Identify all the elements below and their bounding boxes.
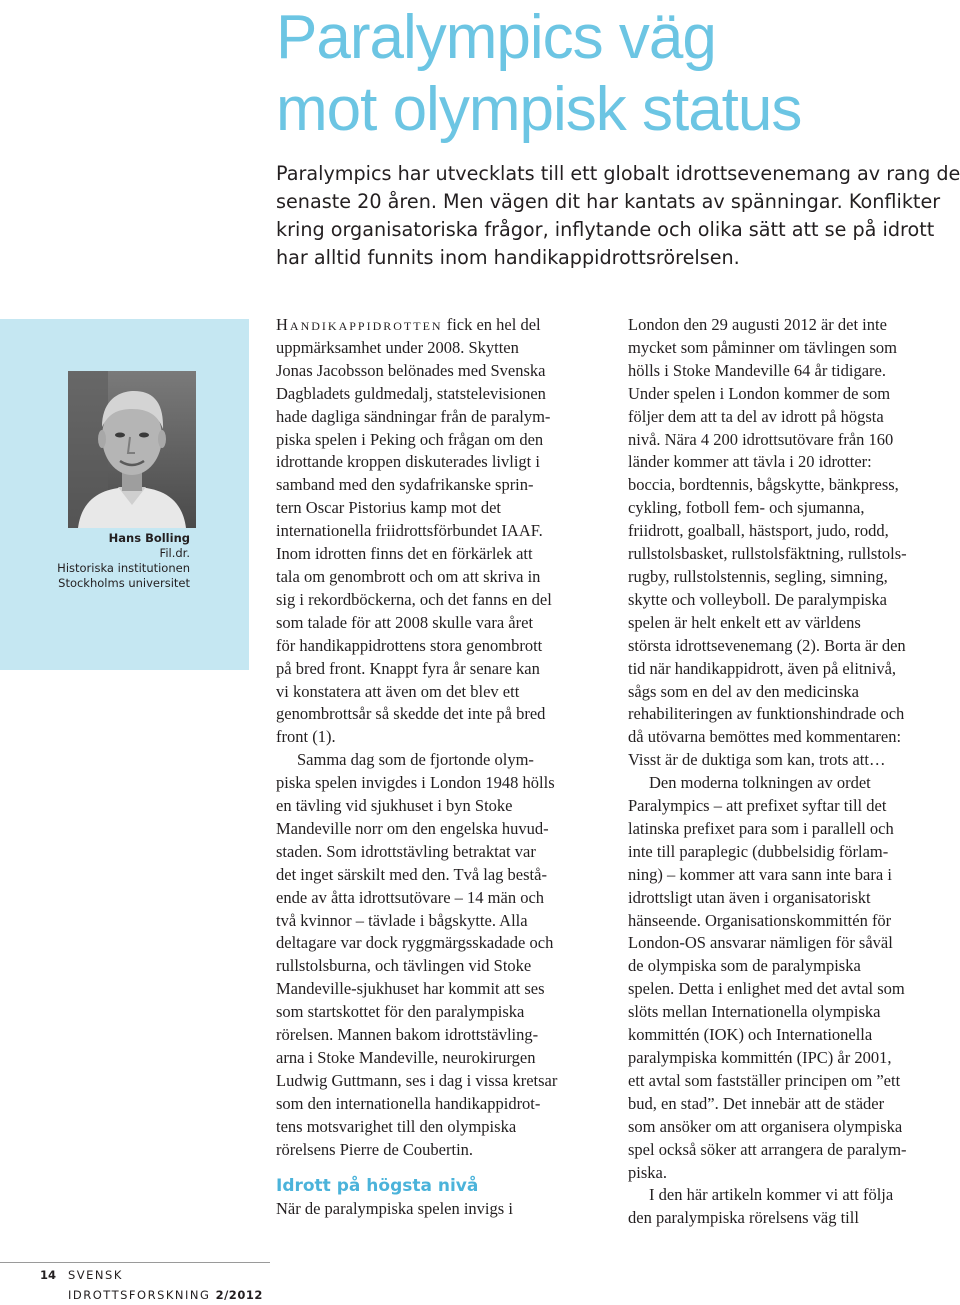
ingress — [276, 160, 960, 272]
text-line: latinska prefixet para som i parallell och — [628, 818, 894, 838]
text-line: Paralympics – att prefixet syftar till det — [628, 796, 887, 816]
lead-word: Handikappidrotten — [276, 315, 443, 334]
text-line: det inget särskilt med den. Två lag bestå- — [276, 864, 547, 884]
text-line: rullstolsburna, och tävlingen vid Stoke — [276, 956, 532, 976]
ingress-line: kring organisatoriska frågor, inflytande och olika sätt att se på idrott — [276, 218, 935, 241]
text-line: som den internationella handikappidrot- — [276, 1093, 541, 1113]
text-line: rugby, rullstolstennis, segling, simning, — [628, 566, 888, 586]
text-line: hänseende. Organisationskommittén för — [628, 910, 892, 930]
text-line: idrottande kroppen diskuterades livligt i — [276, 452, 540, 472]
author-name: Hans Bolling — [108, 531, 190, 545]
title-line-1: Paralympics väg — [276, 3, 716, 72]
text-line: spelen. Detta i enlighet med det avtal som — [628, 979, 905, 999]
text-line: friidrott, goalball, hästsport, judo, rodd, — [628, 521, 889, 541]
text-line: för handikappidrottens stora genombrott — [276, 635, 543, 655]
text-line: tid när handikappidrott, även på elitnivå, — [628, 658, 897, 678]
text-line: piska spelen invigdes i London 1948 hölls — [276, 773, 555, 793]
text-line: ning) – kommer att vara sann inte bara i — [628, 864, 892, 884]
text-line: Jonas Jacobsson belönades med Svenska — [276, 360, 546, 380]
text-line: nivå. Nära 4 200 idrottsutövare från 160 — [628, 429, 894, 449]
text-line: front (1). — [276, 727, 336, 747]
author-credit — [0, 531, 190, 591]
text-line: hölls i Stoke Mandeville 64 år tidigare. — [628, 360, 886, 380]
page-footer — [0, 1262, 270, 1302]
text-line: deltagare var dock ryggmärgsskadade och — [276, 933, 554, 953]
article-title — [276, 2, 956, 146]
author-box — [0, 319, 249, 670]
text-line: då utövarna bemöttes med kommentaren: — [628, 727, 902, 747]
text-line: slöts mellan Internationella olympiska — [628, 1002, 881, 1022]
text-line: tens motsvarighet till den olympiska — [276, 1116, 517, 1136]
text-line: följer dem att ta del av idrott på högsta — [628, 406, 884, 426]
author-department: Historiska institutionen — [57, 561, 190, 575]
author-university: Stockholms universitet — [58, 576, 190, 590]
text-line: Mandeville-sjukhuset har kommit att ses — [276, 979, 545, 999]
text-line: Samma dag som de fjortonde olym- — [297, 750, 534, 770]
paragraph-2 — [628, 772, 960, 1184]
author-degree: Fil.dr. — [159, 546, 190, 560]
text-line: idrottsligt utan även i organisatoriskt — [628, 887, 871, 907]
text-line: samband med den sydafrikanske sprin- — [276, 475, 534, 495]
text-line: som startskottet för den paralympiska — [276, 1002, 525, 1022]
lead-line — [276, 314, 606, 337]
text-line: rörelsens Pierre de Coubertin. — [276, 1139, 474, 1159]
page-number: 14 — [40, 1268, 57, 1282]
text-line: cykling, fotboll fem- och sjumanna, — [628, 498, 865, 518]
text-line: piska spelen i Peking och frågan om den — [276, 429, 544, 449]
text-line: ett avtal som fastställer principen om ”ett — [628, 1070, 901, 1090]
author-photo — [68, 371, 196, 528]
text-line: mycket som påminner om tävlingen som — [628, 337, 897, 357]
text-line: Under spelen i London kommer de som — [628, 383, 891, 403]
text-line: ende av åtta idrottsutövare – 14 män och — [276, 887, 545, 907]
text-line: bud, en stad”. Det innebär att de städer — [628, 1093, 885, 1113]
text-line: de olympiska som de paralympiska — [628, 956, 861, 976]
text-line: tala om genombrott och om att skriva in — [276, 566, 541, 586]
text-line: Dagbladets guldmedalj, statstelevisionen — [276, 383, 546, 403]
text-line: I den här artikeln kommer vi att följa — [649, 1185, 894, 1205]
issue-number: 2/2012 — [215, 1288, 263, 1302]
text-line: Inom idrotten finns det en förkärlek att — [276, 544, 533, 564]
text-line: piska. — [628, 1162, 667, 1182]
text-line: skytte och volleyboll. De paralympiska — [628, 589, 887, 609]
text-line: rehabiliteringen av funktionshindrade och — [628, 704, 905, 724]
text-line: kommittén (IOK) och Internationella — [628, 1025, 873, 1045]
text-line: hade dagliga sändningar från de paralym- — [276, 406, 551, 426]
text-line: Den moderna tolkningen av ordet — [649, 773, 871, 793]
text-line: London den 29 augusti 2012 är det inte — [628, 315, 887, 334]
text-line: rullstolsbasket, rullstolsfäktning, rullstols- — [628, 544, 907, 564]
text-line: rörelsen. Mannen bakom idrottstävling- — [276, 1025, 539, 1045]
lead-rest: fick en hel del — [442, 315, 541, 334]
text-line: Ludwig Guttmann, ses i dag i vissa kretsar — [276, 1070, 558, 1090]
text-line: London-OS ansvarar nämligen för såväl — [628, 933, 893, 953]
ingress-line: senaste 20 åren. Men vägen dit har kantats av spänningar. Konflikter — [276, 190, 941, 213]
text-line: Visst är de duktiga som kan, trots att… — [628, 750, 886, 770]
text-line: arna i Stoke Mandeville, neurokirurgen — [276, 1048, 536, 1067]
paragraph-1 — [628, 314, 960, 772]
text-line: boccia, bordtennis, bågskytte, bänkpress, — [628, 475, 899, 495]
text-line: som ansöker om att organisera olympiska — [628, 1116, 903, 1136]
text-line: tern Oscar Pistorius kamp mot det — [276, 498, 502, 518]
text-line: länder kommer att tävla i 20 idrotter: — [628, 452, 872, 472]
paragraph-2 — [276, 749, 606, 1161]
text-line: två kvinnor – tävlade i bågskytte. Alla — [276, 910, 528, 930]
text-line: den paralympiska rörelsens väg till — [628, 1208, 859, 1228]
text-line: spel också söker att arrangera de paralym- — [628, 1139, 907, 1159]
section-subheading: Idrott på högsta nivå — [276, 1175, 479, 1196]
text-line: internationella friidrottsförbundet IAAF. — [276, 521, 543, 541]
text-line: paralympiska kommittén (IPC) år 2001, — [628, 1048, 892, 1067]
paragraph-3 — [628, 1184, 960, 1230]
text-line: genombrottsår så skedde det inte på bred — [276, 704, 546, 724]
paragraph-1 — [276, 337, 606, 749]
ingress-line: har alltid funnits inom handikappidrottsrörelsen. — [276, 246, 740, 269]
ingress-line: Paralympics har utvecklats till ett globalt idrottsevenemang av rang de — [276, 162, 960, 185]
text-line: inte till paraplegic (dubbelsidig förlam- — [628, 841, 889, 861]
text-line: som talade för att 2008 skulle vara året — [276, 612, 534, 632]
text-line: vi konstatera att även om det blev ett — [276, 681, 520, 701]
publication-title: SVENSK IDROTTSFORSKNING — [68, 1268, 211, 1302]
article-column-1 — [276, 314, 606, 1220]
text-line: på bred front. Knappt fyra år senare kan — [276, 658, 540, 678]
text-line: sig i rekordböckerna, och det fanns en del — [276, 589, 552, 609]
text-line: största idrottsevenemang (2). Borta är den — [628, 635, 906, 655]
text-line: När de paralympiska spelen invigs i — [276, 1198, 513, 1218]
text-line: Mandeville norr om den engelska huvud- — [276, 818, 549, 838]
text-line: staden. Som idrottstävling betraktat var — [276, 841, 536, 861]
text-line: en tävling vid sjukhuset i byn Stoke — [276, 796, 513, 816]
article-column-2 — [628, 314, 960, 1230]
text-line: uppmärksamhet under 2008. Skytten — [276, 337, 519, 357]
text-line: sågs som en del av den medicinska — [628, 681, 859, 701]
publication-name — [68, 1265, 270, 1305]
title-line-2: mot olympisk status — [276, 75, 802, 144]
text-line: spelen är helt enkelt ett av världens — [628, 612, 861, 632]
